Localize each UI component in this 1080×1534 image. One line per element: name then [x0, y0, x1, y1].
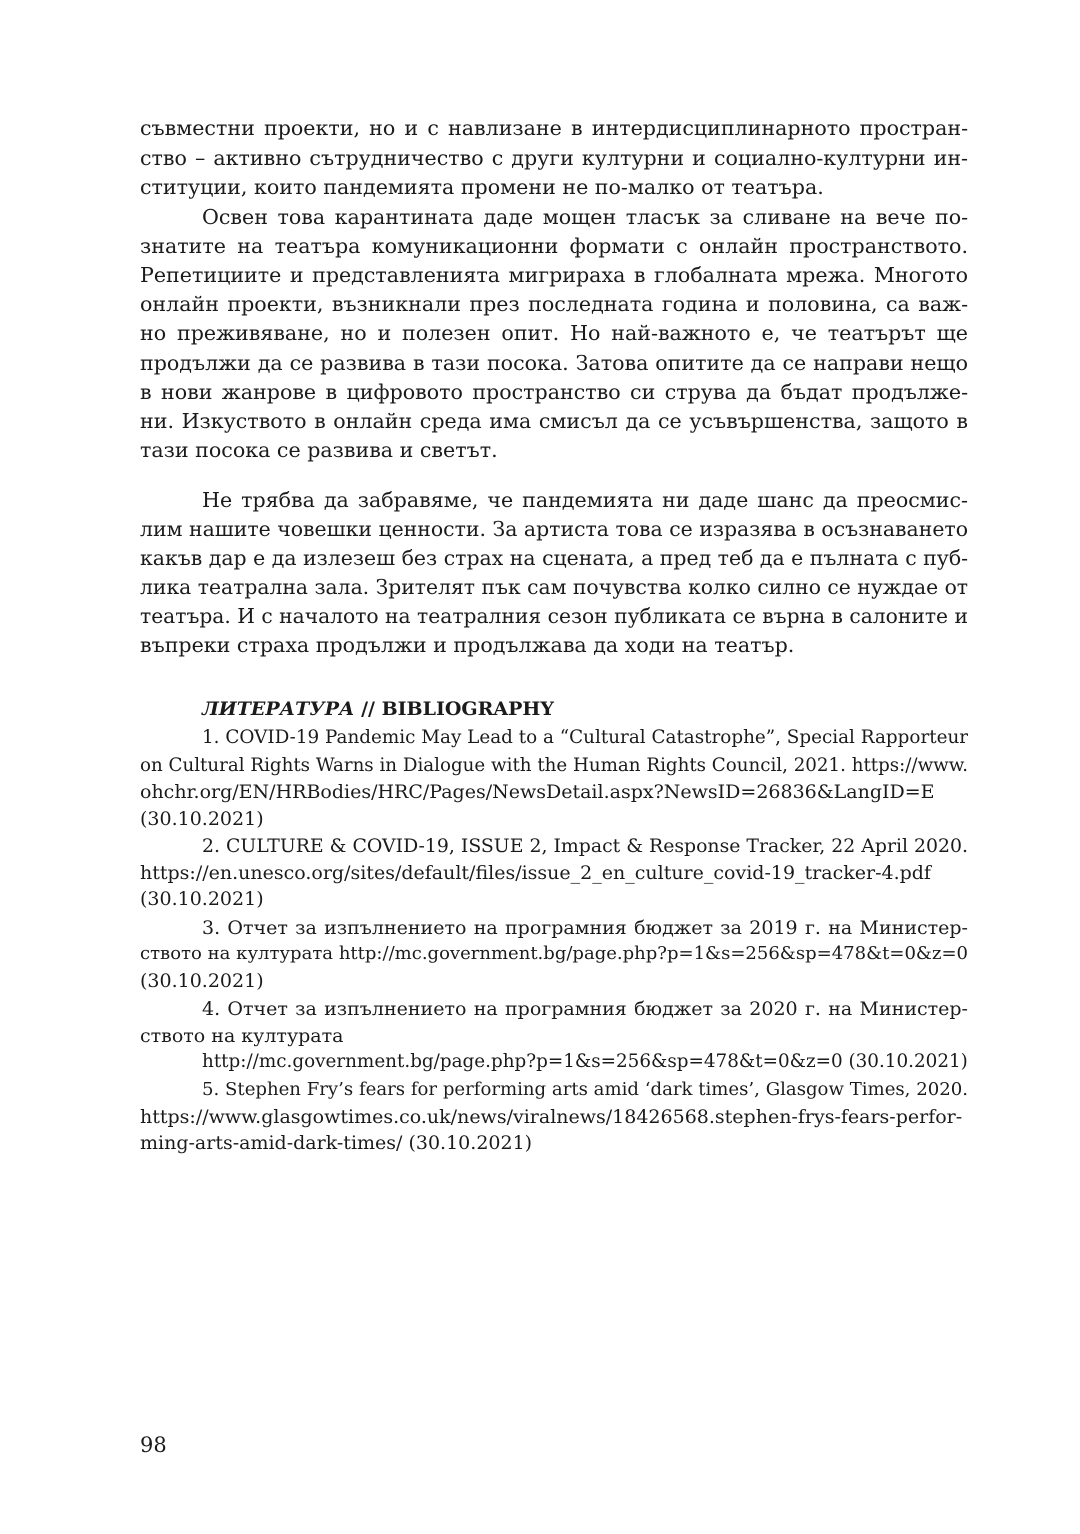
text-line: ohchr.org/EN/HRBodies/HRC/Pages/NewsDetail.aspx?NewsID=26836&LangID=E [140, 781, 935, 803]
text-line: в нови жанрове в цифровото пространство си струва да бъдат продълже- [140, 380, 969, 404]
text-line: съвместни проекти, но и с навлизане в интердисциплинарното простран- [140, 116, 969, 140]
text-line: онлайн проекти, възникнали през последната година и половина, са важ- [140, 292, 969, 316]
bibliography-heading-separator: // [354, 698, 382, 720]
page-number: 98 [140, 1433, 167, 1457]
text-line: ството на културата [140, 1025, 344, 1047]
text-line: ството на културата http://mc.government.bg/page.php?p=1&s=256&sp=478&t=0&z=0 [140, 943, 969, 964]
text-line: театъра. И с началото на театралния сезон публиката се върна в салоните и [140, 604, 968, 628]
text-line: (30.10.2021) [140, 808, 264, 830]
text-line: Репетициите и представленията мигрираха в глобалната мрежа. Многото [140, 263, 969, 287]
text-line: on Cultural Rights Warns in Dialogue with the Human Rights Council, 2021. https://www. [140, 755, 969, 776]
text-line: Освен това карантината даде мощен тласък за сливане на вече по- [202, 205, 969, 229]
text-line: 4. Отчет за изпълнението на програмния бюджет за 2020 г. на Министер- [202, 998, 968, 1020]
text-line: знатите на театъра комуникационни формати с онлайн пространството. [140, 234, 968, 258]
bibliography-heading-bg: ЛИТЕРАТУРА [202, 698, 355, 720]
text-line: тази посока се развива и светът. [140, 438, 498, 462]
text-line: 5. Stephen Fry’s fears for performing arts amid ‘dark times’, Glasgow Times, 2020. [202, 1079, 968, 1100]
text-line: (30.10.2021) [140, 888, 264, 910]
text-line: лим нашите човешки ценности. За артиста това се изразява в осъзнаването [140, 517, 969, 541]
text-line: https://www.glasgowtimes.co.uk/news/viralnews/18426568.stephen-frys-fears-perfor- [140, 1106, 963, 1128]
text-line: какъв дар е да излезеш без страх на сцената, а пред теб да е пълната с пуб- [140, 546, 969, 570]
text-line: 1. COVID-19 Pandemic May Lead to a “Cultural Catastrophe”, Special Rapporteur [202, 727, 969, 748]
text-line: https://en.unesco.org/sites/default/files/issue_2_en_culture_covid-19_tracker-4.pdf [140, 862, 931, 884]
text-line: ming-arts-amid-dark-times/ (30.10.2021) [140, 1132, 533, 1154]
text-line: 3. Отчет за изпълнението на програмния бюджет за 2019 г. на Министер- [202, 917, 968, 939]
bibliography-heading [202, 698, 554, 720]
text-line: ни. Изкуството в онлайн среда има смисъл да се усъвършенства, защото в [140, 409, 969, 433]
text-line: лика театрална зала. Зрителят пък сам почувства колко силно се нуждае от [140, 575, 969, 599]
text-line: (30.10.2021) [140, 970, 264, 992]
text-line: ство – активно сътрудничество с други културни и социално-културни ин- [140, 146, 969, 170]
text-line: http://mc.government.bg/page.php?p=1&s=256&sp=478&t=0&z=0 (30.10.2021) [202, 1051, 968, 1072]
text-line: но преживяване, но и полезен опит. Но най-важното е, че театърът ще [140, 321, 968, 345]
text-line: 2. CULTURE & COVID-19, ISSUE 2, Impact & Response Tracker, 22 April 2020. [202, 836, 968, 857]
text-line: Не трябва да забравяме, че пандемията ни даде шанс да преосмис- [202, 488, 968, 512]
text-line: въпреки страха продължи и продължава да ходи на театър. [140, 633, 795, 657]
text-line: ституции, които пандемията промени не по-малко от театъра. [140, 175, 824, 199]
text-line: продължи да се развива в тази посока. Затова опитите да се направи нещо [140, 351, 968, 375]
bibliography-heading-en: BIBLIOGRAPHY [381, 698, 554, 720]
